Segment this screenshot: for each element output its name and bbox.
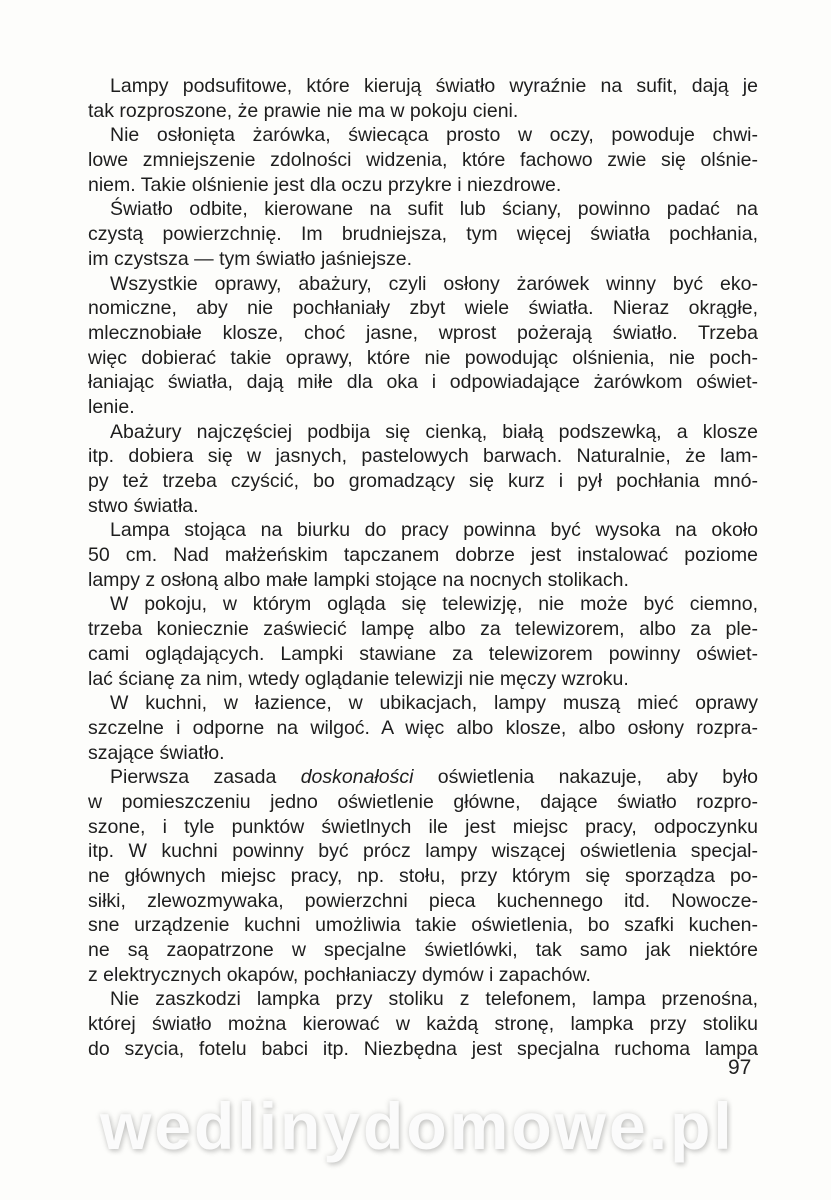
text-line: siłki, zlewozmywaka, powierzchni pieca kuchennego itd. Nowocze- xyxy=(88,889,758,912)
text-line: ne głównych miejsc pracy, np. stołu, przy którym się sporządza po- xyxy=(88,865,758,887)
text-line: trzeba koniecznie zaświecić lampę albo za telewizorem, albo za ple- xyxy=(88,618,758,641)
text-line: itp. dobiera się w jasnych, pastelowych barwach. Naturalnie, że lam- xyxy=(88,445,758,468)
text-line: Wszystkie oprawy, abażury, czyli osłony żarówek winny być eko- xyxy=(110,272,758,295)
text-line: szone, i tyle punktów świetlnych ile jest miejsc pracy, odpoczynku xyxy=(88,815,758,838)
text-line: do szycia, fotelu babci itp. Niezbędna jest specjalna ruchoma lampa xyxy=(88,1037,758,1060)
text-line: itp. W kuchni powinny być prócz lampy wiszącej oświetlenia specjal- xyxy=(88,840,758,863)
text-line: ne są zaopatrzone w specjalne świetlówki, tak samo jak niektóre xyxy=(88,939,758,962)
text-line: Lampy podsufitowe, które kierują światło wyraźnie na sufit, dają je xyxy=(110,75,758,97)
text-line: W pokoju, w którym ogląda się telewizję, nie może być ciemno, xyxy=(110,593,758,616)
text-line: tak rozproszone, że prawie nie ma w pokoju cieni. xyxy=(88,99,519,122)
text-segment: Pierwsza zasada xyxy=(110,766,301,789)
text-line: której światło można kierować w każdą stronę, lampka przy stoliku xyxy=(88,1013,758,1036)
text-line: cami oglądających. Lampki stawiane za telewizorem powinny oświet- xyxy=(88,642,758,665)
text-line: py też trzeba czyścić, bo gromadzący się kurz i pył pochłania mnó- xyxy=(88,470,758,492)
text-line: szające światło. xyxy=(88,741,225,764)
text-segment: oświetlenia nakazuje, aby było xyxy=(413,766,758,789)
text-line: Nie zaszkodzi lampka przy stoliku z telefonem, lampa przenośna, xyxy=(110,988,758,1011)
text-line: szczelne i odporne na wilgoć. A więc albo klosze, albo osłony rozpra- xyxy=(88,716,758,739)
text-line: W kuchni, w łazience, w ubikacjach, lampy muszą mieć oprawy xyxy=(110,692,758,715)
text-line: lać ścianę za nim, wtedy oglądanie telewizji nie męczy wzroku. xyxy=(88,667,629,690)
italic-word: doskonałości xyxy=(300,766,414,789)
text-line: Lampa stojąca na biurku do pracy powinna być wysoka na około xyxy=(110,519,758,542)
text-line: 50 cm. Nad małżeńskim tapczanem dobrze jest instalować poziome xyxy=(88,544,758,567)
watermark: wedlinydomowe.pl xyxy=(100,1089,735,1163)
text-line: z elektrycznych okapów, pochłaniaczy dymów i zapachów. xyxy=(88,963,591,986)
text-line: Nie osłonięta żarówka, świecąca prosto w oczy, powoduje chwi- xyxy=(110,124,758,147)
text-line: lenie. xyxy=(88,395,135,418)
text-line: niem. Takie olśnienie jest dla oczu przykre i niezdrowe. xyxy=(88,173,562,196)
text-line: Światło odbite, kierowane na sufit lub ściany, powinno padać na xyxy=(110,198,758,221)
text-line: lampy z osłoną albo małe lampki stojące na nocnych stolikach. xyxy=(88,568,629,591)
body-text xyxy=(88,74,758,1062)
text-line: im czystsza — tym światło jaśniejsze. xyxy=(88,247,412,270)
text-line: łaniając światła, dają miłe dla oka i odpowiadające żarówkom oświet- xyxy=(88,371,758,394)
text-line: stwo światła. xyxy=(88,494,199,517)
text-line xyxy=(88,765,758,790)
text-line: lowe zmniejszenie zdolności widzenia, które fachowo zwie się olśnie- xyxy=(88,149,758,172)
text-line: sne urządzenie kuchni umożliwia takie oświetlenia, bo szafki kuchen- xyxy=(88,914,758,937)
text-line: w pomieszczeniu jedno oświetlenie główne, dające światło rozpro- xyxy=(88,790,758,813)
text-line: mlecznobiałe klosze, choć jasne, wprost pożerają światło. Trzeba xyxy=(88,321,758,344)
text-line: czystą powierzchnię. Im brudniejsza, tym więcej światła pochłania, xyxy=(88,223,758,246)
text-line: Abażury najczęściej podbija się cienką, białą podszewką, a klosze xyxy=(110,420,758,443)
text-line: nomiczne, aby nie pochłaniały zbyt wiele światła. Nieraz okrągłe, xyxy=(88,297,758,320)
text-line: więc dobierać takie oprawy, które nie powodując olśnienia, nie poch- xyxy=(88,346,758,369)
page-number: 97 xyxy=(728,1056,752,1079)
